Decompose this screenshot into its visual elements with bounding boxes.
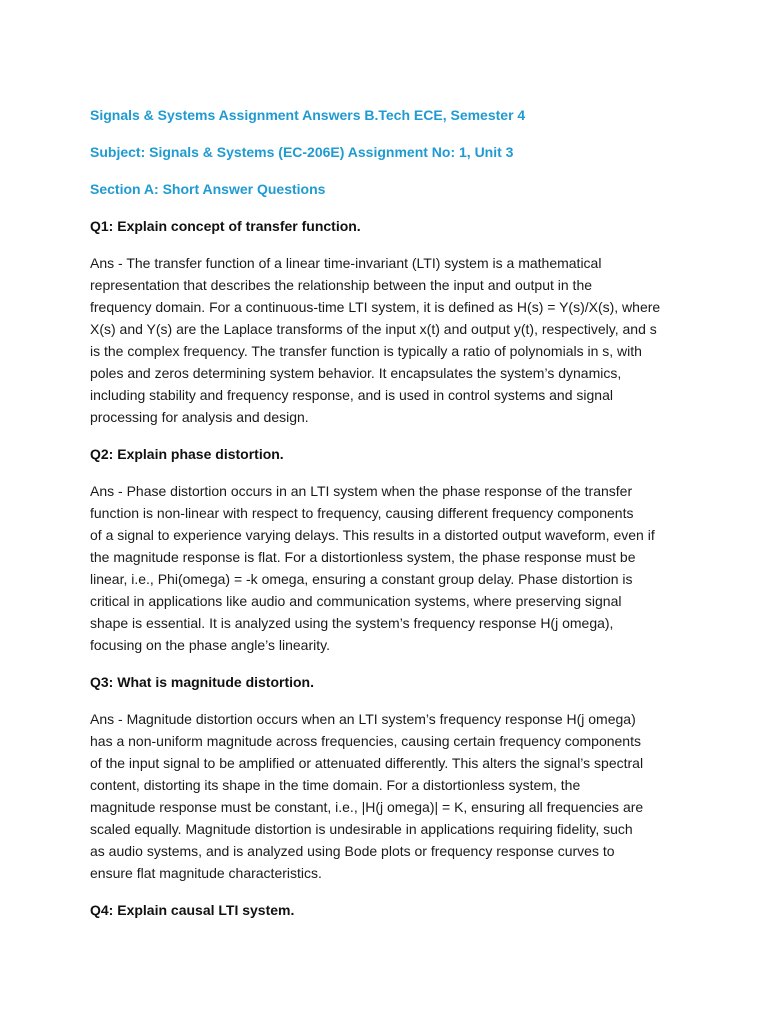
document-page: [90, 104, 680, 936]
answer-2: Ans - Phase distortion occurs in an LTI system when the phase response of the transfer function is non-linear with respect to frequency, causing different frequency components of a signal to experience varying delays. This results in a distorted output waveform, even if the magnitude response is flat. For a distortionless system, the phase response must be linear, i.e., Phi(omega) = -k omega, ensuring a constant group delay. Phase distortion is critical in applications like audio and communication systems, where preserving signal shape is essential. It is analyzed using the system’s frequency response H(j omega), focusing on the phase angle’s linearity.: [90, 483, 655, 653]
subject-line: Subject: Signals & Systems (EC-206E) Assignment No: 1, Unit 3: [90, 144, 514, 160]
section-heading: Section A: Short Answer Questions: [90, 181, 326, 197]
question-4: Q4: Explain causal LTI system.: [90, 902, 295, 918]
document-title: Signals & Systems Assignment Answers B.Tech ECE, Semester 4: [90, 107, 526, 123]
question-1: Q1: Explain concept of transfer function.: [90, 218, 361, 234]
question-2: Q2: Explain phase distortion.: [90, 446, 284, 462]
answer-3: Ans - Magnitude distortion occurs when an LTI system’s frequency response H(j omega) has a non-uniform magnitude across frequencies, causing certain frequency components of the input signal to be amplified or attenuated differently. This alters the signal’s spectral content, distorting its shape in the time domain. For a distortionless system, the magnitude response must be constant, i.e., |H(j omega)| = K, ensuring all frequencies are scaled equally. Magnitude distortion is undesirable in applications requiring fidelity, such as audio systems, and is analyzed using Bode plots or frequency response curves to ensure flat magnitude characteristics.: [90, 711, 644, 881]
answer-1: Ans - The transfer function of a linear time-invariant (LTI) system is a mathematical representation that describes the relationship between the input and output in the frequency domain. For a continuous-time LTI system, it is defined as H(s) = Y(s)/X(s), where X(s) and Y(s) are the Laplace transforms of the input x(t) and output y(t), respectively, and s is the complex frequency. The transfer function is typically a ratio of polynomials in s, with poles and zeros determining system behavior. It encapsulates the system’s dynamics, including stability and frequency response, and is used in control systems and signal processing for analysis and design.: [90, 255, 661, 425]
question-3: Q3: What is magnitude distortion.: [90, 674, 314, 690]
